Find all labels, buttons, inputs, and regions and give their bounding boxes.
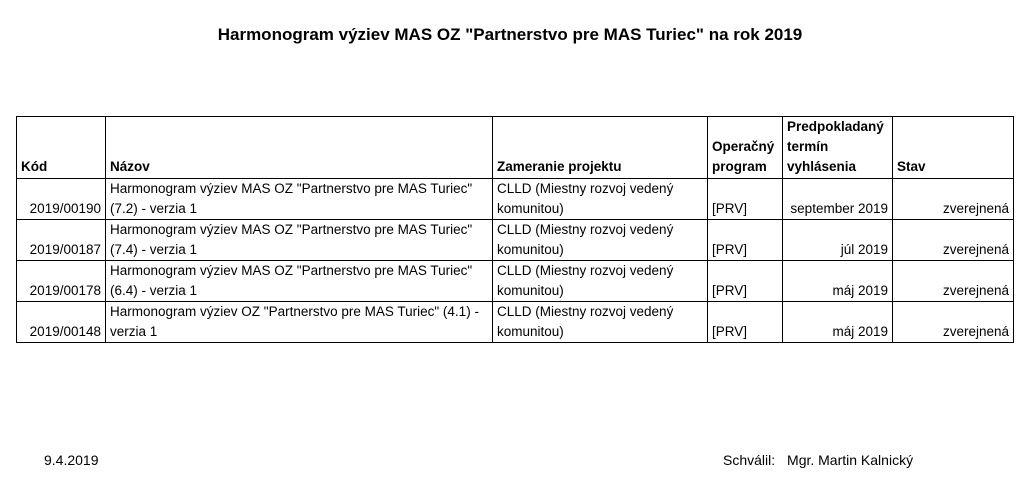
table-row (17, 220, 1014, 261)
cell-stav: zverejnená (893, 179, 1014, 220)
cell-termin: september 2019 (783, 179, 893, 220)
header-termin: Predpokladaný termín vyhlásenia (783, 117, 893, 179)
header-operacny-program: Operačný program (708, 117, 783, 179)
cell-operacny-program: [PRV] (708, 261, 783, 302)
cell-operacny-program: [PRV] (708, 220, 783, 261)
cell-nazov: Harmonogram výziev MAS OZ "Partnerstvo pre MAS Turiec" (7.2) - verzia 1 (106, 179, 493, 220)
cell-nazov: Harmonogram výziev OZ "Partnerstvo pre MAS Turiec" (4.1) - verzia 1 (106, 302, 493, 343)
cell-zameranie: CLLD (Miestny rozvoj vedený komunitou) (493, 220, 708, 261)
cell-termin: júl 2019 (783, 220, 893, 261)
table-header-row (17, 117, 1014, 179)
cell-kod: 2019/00148 (17, 302, 106, 343)
footer-approval (723, 450, 913, 470)
approved-label: Schválil: (723, 452, 776, 468)
footer-date: 9.4.2019 (44, 452, 99, 468)
cell-zameranie: CLLD (Miestny rozvoj vedený komunitou) (493, 261, 708, 302)
cell-termin: máj 2019 (783, 302, 893, 343)
table-row (17, 179, 1014, 220)
cell-kod: 2019/00187 (17, 220, 106, 261)
header-kod: Kód (17, 117, 106, 179)
cell-zameranie: CLLD (Miestny rozvoj vedený komunitou) (493, 179, 708, 220)
header-nazov: Názov (106, 117, 493, 179)
cell-operacny-program: [PRV] (708, 179, 783, 220)
harmonogram-table (16, 116, 1014, 343)
cell-nazov: Harmonogram výziev MAS OZ "Partnerstvo pre MAS Turiec" (6.4) - verzia 1 (106, 261, 493, 302)
cell-operacny-program: [PRV] (708, 302, 783, 343)
table-row (17, 261, 1014, 302)
cell-stav: zverejnená (893, 261, 1014, 302)
cell-termin: máj 2019 (783, 261, 893, 302)
cell-stav: zverejnená (893, 220, 1014, 261)
table-row (17, 302, 1014, 343)
cell-kod: 2019/00178 (17, 261, 106, 302)
cell-stav: zverejnená (893, 302, 1014, 343)
page-title: Harmonogram výziev MAS OZ "Partnerstvo pre MAS Turiec" na rok 2019 (217, 25, 803, 44)
cell-kod: 2019/00190 (17, 179, 106, 220)
header-stav: Stav (893, 117, 1014, 179)
header-zameranie: Zameranie projektu (493, 117, 708, 179)
approved-name: Mgr. Martin Kalnický (787, 452, 914, 468)
cell-zameranie: CLLD (Miestny rozvoj vedený komunitou) (493, 302, 708, 343)
cell-nazov: Harmonogram výziev MAS OZ "Partnerstvo pre MAS Turiec" (7.4) - verzia 1 (106, 220, 493, 261)
